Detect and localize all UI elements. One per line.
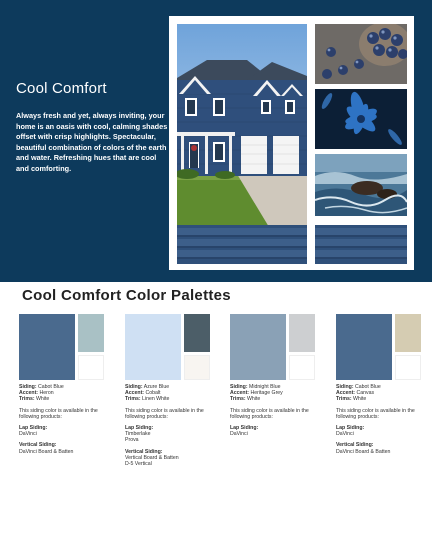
accent-value: Canvas [356,390,375,397]
siding-swatch [336,314,392,380]
accent-value: Heron [39,390,54,397]
lap-siding-label: Lap Siding: [336,425,365,432]
accent-value: Heritage Grey [250,390,283,397]
photo-collage [169,16,414,270]
vertical-siding-value-2: D-5 Vertical [125,461,152,468]
siding-swatch [125,314,181,380]
trim-swatch [289,355,315,380]
siding-label: Siding: [336,384,354,390]
vertical-siding-value: Vertical Board & Batten [125,454,179,461]
blueberries-photo [315,24,407,84]
accent-swatch [395,314,421,352]
hero-description: Always fresh and yet, always inviting, your home is an oasis with cool, calming shades offset with crisp highlights. Spectacular, beautiful combination of colors of the earth and water. Refreshing hues that are cool and comforting. [16,111,168,173]
vertical-siding-label: Vertical Siding: [19,442,57,449]
palettes-section-title: Cool Comfort Color Palettes [22,287,231,304]
palette-details [125,384,223,467]
trim-swatch [395,355,421,380]
palette-details [336,384,432,455]
accent-swatch [184,314,210,352]
trim-swatch [78,355,104,380]
siding-label: Siding: [230,384,248,390]
accent-swatch [289,314,315,352]
siding-value: Azure Blue [143,384,170,390]
trims-value: Linen White [142,396,170,403]
availability-text: This siding color is available in the following products: [19,407,98,420]
palette-details [19,384,117,455]
trims-label: Trims: [230,396,246,403]
siding-label: Siding: [19,384,37,390]
lap-siding-label: Lap Siding: [125,425,154,432]
siding-value: Cabot Blue [355,384,381,390]
trims-label: Trims: [125,396,141,403]
lap-siding-label: Lap Siding: [230,425,259,432]
vertical-siding-value: DaVinci Board & Batten [19,448,74,455]
lap-siding-value: DaVinci [230,431,248,438]
lap-siding-value: DaVinci [336,431,354,438]
lap-siding-value-2: Prova [125,437,139,444]
availability-text: This siding color is available in the following products: [125,407,204,420]
siding-sample-narrow [315,225,407,264]
siding-value: Midnight Blue [249,384,281,390]
trim-swatch [184,355,210,380]
vertical-siding-label: Vertical Siding: [125,448,163,455]
availability-text: This siding color is available in the following products: [230,407,309,420]
siding-swatch [230,314,286,380]
accent-label: Accent: [125,390,145,397]
trims-label: Trims: [336,396,352,403]
availability-text: This siding color is available in the following products: [336,407,415,420]
accent-value: Cobalt [145,390,161,397]
trims-value: White [36,396,50,403]
lap-siding-value: DaVinci [19,431,37,438]
house-photo [177,24,307,232]
siding-label: Siding: [125,384,143,390]
trims-value: White [247,396,261,403]
siding-sample-wide [177,225,307,264]
palette-details [230,384,328,437]
ocean-waves-photo [315,154,407,216]
accent-label: Accent: [230,390,250,397]
lap-siding-label: Lap Siding: [19,425,48,432]
accent-swatch [78,314,104,352]
vertical-siding-label: Vertical Siding: [336,442,374,449]
accent-label: Accent: [336,390,356,397]
siding-swatch [19,314,75,380]
lap-siding-value: Timberlake [125,431,151,438]
siding-value: Cabot Blue [38,384,64,390]
hero-title: Cool Comfort [16,80,107,97]
trims-label: Trims: [19,396,35,403]
vertical-siding-value: DaVinci Board & Batten [336,448,391,455]
accent-label: Accent: [19,390,39,397]
blue-flower-photo [315,89,407,149]
trims-value: White [353,396,367,403]
